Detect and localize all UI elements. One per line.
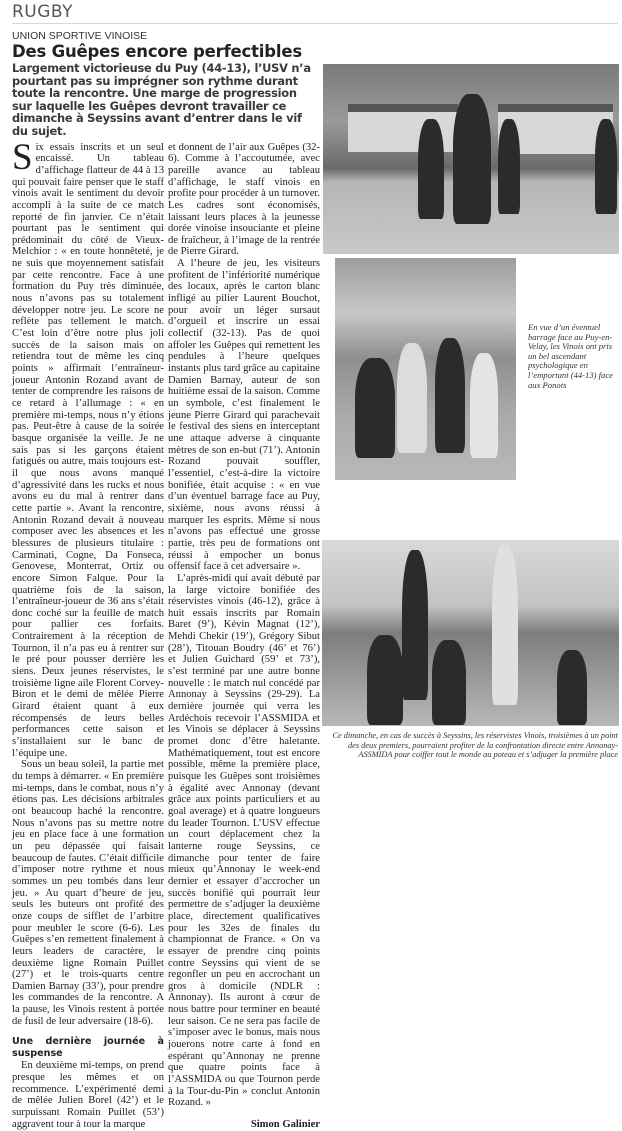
player-figure <box>492 545 518 705</box>
paragraph: Sous un beau soleil, la partie met du temps à démarrer. « En première mi-temps, dans le combat, nous n’y étions pas. Les décisions arbitrales ont beaucoup haché la rencontre. Nous n’avons pas su mettre notre jeu en place face à une formation un peu dépassée qui faisait beaucoup de fautes. C’était difficile d’imposer notre rythme et nous sommes un peu tombés dans leur jeu. » Au quart d’heure de jeu, seuls les buteurs ont profité des onze coups de sifflet de l’arbitre pour meubler le score (6-6). Les Guêpes s’en remettent finalement à leurs leaders de caractère, le deuxième ligne Romain Puillet (27’) et le trois-quarts centre Damien Barnay (33’), pour prendre les commandes de la rencontre. A la pause, les Vinois restent à portée de fusil de leur adversaire (18-6). <box>12 759 164 1027</box>
paragraph: et donnent de l’air aux Guêpes (32-6). Comme à l’accoutumée, avec pareille avance au tableau d’affichage, le staff vinois en profite pour procéder à un turnover. Les cadres sont économisés, laissant leurs places à la jeunesse dorée vinoise insouciante et pleine de fraîcheur, à l’image de la rentrée de Pierre Girard. <box>168 141 320 258</box>
kicker: UNION SPORTIVE VINOISE <box>12 30 148 42</box>
player-figure <box>453 94 491 224</box>
article-columns <box>12 136 320 1131</box>
player-figure <box>402 550 428 700</box>
article-area <box>12 3 320 1131</box>
drop-cap: S <box>12 136 33 178</box>
paragraph: ix essais inscrits et un seul encaissé. Un tableau d’affichage flatteur de 44 à 13 qui pouvait faire penser que le staff vinois avait le sentiment du devoir accompli à la suite de ce match reporté de fin janvier. Ce n’était pourtant pas le sentiment qui prédominait du côté de Vieux-Melchior : « en toute honnêteté, je ne suis que moyennement satisfait par cette rencontre. Face à une formation du Puy très diminuée, nous n’avons pas su totalement développer notre jeu. Le score ne reflète pas tellement le match. C’est loin d’être notre plus joli succès de la saison mais on retiendra tout de même les cinq points » affirmait l’entraîneur-joueur Antonin Rozand avant de tenter de comprendre les raisons de ce retard à l’allumage : « en première mi-temps, nous n’y étions pas. Peut-être à cause de la soirée basque organisée la veille. Je ne sais pas si les garçons étaient fatigués ou autre, mais toujours est-il que nous avons manqué d’agressivité dans les rucks et nous avons eu du mal à rentrer dans cette partie ». Avant la rencontre, Antonin Rozand devait à nouveau composer avec les absences et les blessures de plusieurs titulaire : Carminati, Cogne, Da Fonseca, Genovese, Monterrat, Ortiz ou encore Simon Falque. Pour la quatrième fois de la saison, l’entraîneur-joueur de 36 ans s’était donc coché sur la feuille de match pour pallier ces forfaits. Contrairement à la réception de Tournon, il n’a pas eu à rentrer sur le pré pour pousser derrière les siens. Deux jeunes réservistes, le troisième ligne aile Florent Corvey-Biron et le demi de mêlée Pierre Girard étaient quant à eux récompensés de leurs belles performances cette saison et s’installaient sur le banc de l’équipe une. <box>12 141 164 759</box>
paragraph: A l’heure de jeu, les visiteurs profitent de l’infériorité numérique des locaux, après le carton blanc infligé au pilier Laurent Bouchot, pour avoir un léger sursaut d’orgueil et inscrire un essai collectif (32-13). Pas de quoi affoler les Guêpes qui remettent les pendules à l’heure quelques instants plus tard grâce au capitaine Damien Barnay, auteur de son huitième essai de la saison. Comme un symbole, c’est finalement le jeune Pierre Girard qui parachevait le festival des siens en interceptant une attaque adverse à cinquante mètres de son en-but (71’). Antonin Rozand pouvait souffler, l’essentiel, c’est-à-dire la victoire bonifiée, était acquise : « en vue d’un éventuel barrage face au Puy, sixième, nous avons réussi à marquer les esprits. Même si nous n’avons pas effectué une grosse partie, très peu de formations ont réussi à empocher un bonus offensif face à cet adversaire ». <box>168 258 320 573</box>
byline: Simon Galinier <box>250 1119 320 1131</box>
article-column-2 <box>168 142 320 1131</box>
player-figure <box>355 358 395 458</box>
player-figure <box>595 119 617 214</box>
player-figure <box>435 338 465 453</box>
headline: Des Guêpes encore perfectibles <box>12 42 302 61</box>
player-figure <box>498 119 520 214</box>
player-figure <box>470 353 498 458</box>
paragraph: En deuxième mi-temps, on prend presque les mêmes et on recommence. L’expérimenté demi de mêlée Julien Borel (42’) et le surpuissant Romain Puillet (53’) aggravent tour à tour la marque <box>12 1060 164 1130</box>
player-figure <box>397 343 427 453</box>
photo-player-running <box>323 64 619 254</box>
player-figure <box>432 640 466 725</box>
photo-tackle <box>335 258 516 480</box>
photo-caption-side: En vue d’un éventuel barrage face au Puy-en-Velay, les Vinois ont pris un bel ascendant psychologique en l’emportant (44-13) face aux Ponots <box>528 322 613 390</box>
lead-paragraph: Largement victorieuse du Puy (44-13), l’USV n’a pourtant pas su imprégner son rythme durant toute la rencontre. Une marge de progression sur laquelle les Guêpes devront travailler ce dimanche à Seyssins avant d’entrer dans le vif du sujet. <box>12 61 311 138</box>
article-column-1 <box>12 136 164 1131</box>
photo-caption-bottom: Ce dimanche, en cas de succès à Seyssins, les réservistes Vinois, troisièmes à un point des deux premiers, pourraient profiter de la confrontation directe entre Annonay-ASSMIDA pour coiffer tout le monde au poteau et s’adjuger la première place <box>332 731 618 760</box>
paragraph: L’après-midi qui avait débuté par la large victoire bonifiée des réservistes vinois (46-12), grâce à huit essais inscrits par Romain Baret (9’), Kévin Magnat (12’), Mehdi Chekir (19’), Grégory Sibut (28’), Titouan Boudry (46’ et 76’) et Julien Guichard (59’ et 73’), s’est terminé par une autre bonne nouvelle : le match nul concédé par Annonay à Seyssins (29-29). La dernière journée qui verra les Ardéchois recevoir l’ASSMIDA et les Vinois se déplacer à Seyssins promet donc d’être haletante. Mathématiquement, tout est encore possible, même la première place, puisque les Guêpes sont troisièmes à égalité avec Annonay (devant grâce aux points particuliers et au goal average) et à quatre longueurs du leader Tournon. L’USV effectue un court déplacement chez la lanterne rouge Seyssins, ce dimanche pour tenter de faire mieux qu’Annonay le week-end dernier et essayer d’accrocher un succès bonifié qui pourrait leur permettre de s’adjuger la deuxième place, directement qualificatives pour les 32es de finales du championnat de France. « On va essayer de prendre cinq points contre Seyssins qui vient de se regonfler un peu en accrochant un gros à domicile (NDLR : Annonay). Ils auront à cœur de nous battre pour terminer en beauté leur saison. Ce ne sera pas facile de s’imposer avec le bonus, mais nous jouerons notre carte à fond en espérant qu’Annonay ne prenne que quatre points face à l’ASSMIDA ou que Tournon perde à la Tour-du-Pin » conclut Antonin Rozand. » <box>168 572 320 1109</box>
player-figure <box>367 635 403 725</box>
player-figure <box>418 119 444 219</box>
player-figure <box>557 650 587 725</box>
section-label: RUGBY <box>12 2 74 22</box>
photo-lineout <box>322 540 619 726</box>
subheading: Une dernière journée à suspense <box>12 1036 164 1060</box>
